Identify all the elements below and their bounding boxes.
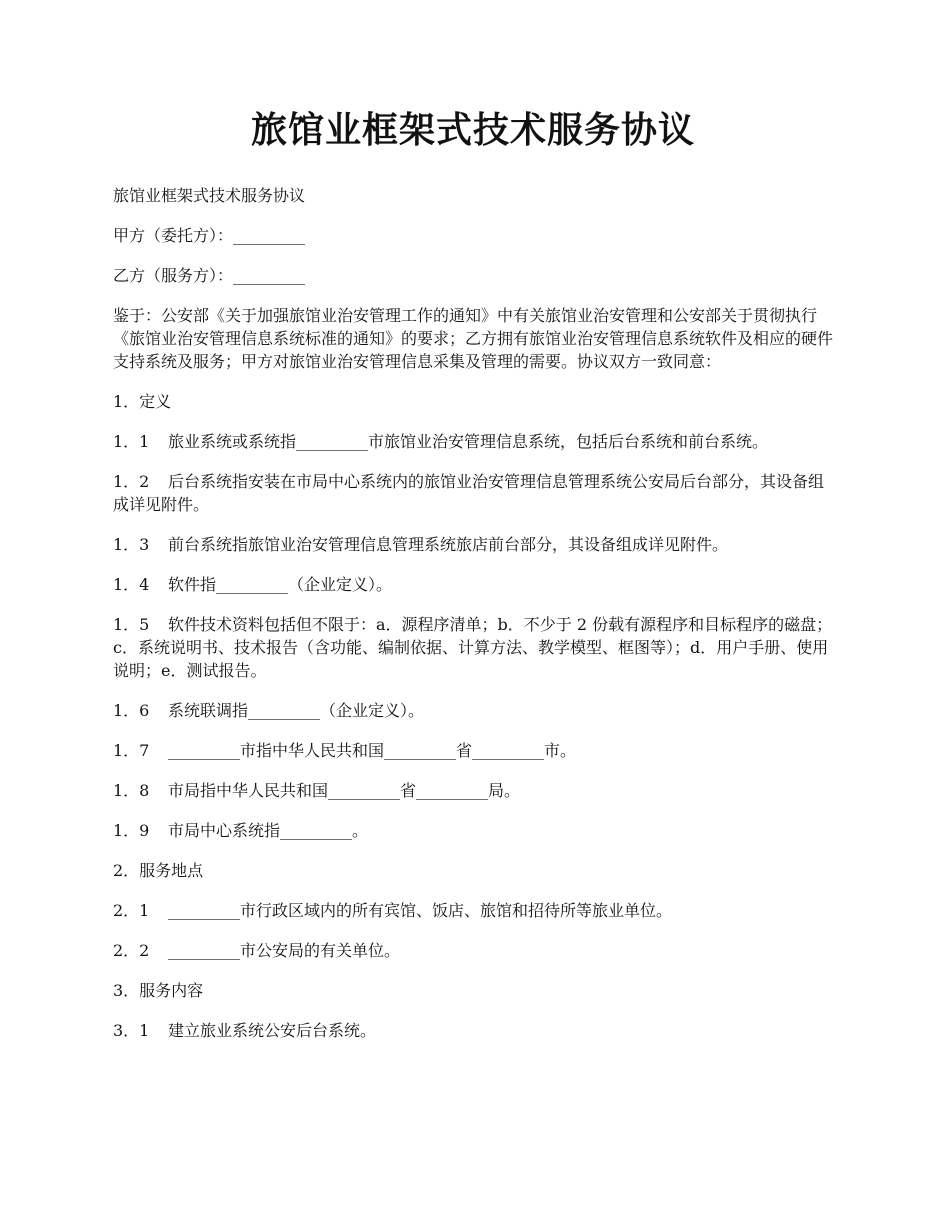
document-page <box>113 108 833 1059</box>
clause-number: 2．2 <box>113 941 150 960</box>
clause-text: 后台系统指安装在市局中心系统内的旅馆业治安管理信息管理系统公安局后台部分，其设备组成详见附件。 <box>113 472 825 514</box>
clause-text: 软件指_________（企业定义）。 <box>168 575 393 594</box>
clause-number: 1．7 <box>113 741 150 760</box>
clause <box>113 533 833 556</box>
clause <box>113 939 833 962</box>
clause <box>113 699 833 722</box>
clause-number: 1．6 <box>113 701 150 720</box>
clause-number: 1．5 <box>113 615 150 634</box>
clause-text: 软件技术资料包括但不限于：a．源程序清单；b．不少于 2 份载有源程序和目标程序的磁盘；c．系统说明书、技术报告（含功能、编制依据、计算方法、教学模型、框图等）；d．用户手册、使用说明；e．测试报告。 <box>113 615 833 680</box>
document-title: 旅馆业框架式技术服务协议 <box>250 109 695 151</box>
clause <box>113 1019 833 1042</box>
clause-text: _________市公安局的有关单位。 <box>168 941 401 960</box>
clause-number: 1．1 <box>113 432 150 451</box>
section-heading: 3．服务内容 <box>113 981 204 1000</box>
document-subtitle: 旅馆业框架式技术服务协议 <box>113 186 306 205</box>
clause-text: 旅业系统或系统指_________市旅馆业治安管理信息系统，包括后台系统和前台系统。 <box>168 432 769 451</box>
clause <box>113 779 833 802</box>
section-heading: 1．定义 <box>113 392 172 411</box>
party-b-line: 乙方（服务方）：_________ <box>113 266 306 285</box>
clause-text: 建立旅业系统公安后台系统。 <box>168 1021 377 1040</box>
clause-text: 系统联调指_________（企业定义）。 <box>168 701 425 720</box>
clause <box>113 430 833 453</box>
clause-number: 1．3 <box>113 535 150 554</box>
clause <box>113 613 833 682</box>
party-a-line: 甲方（委托方）：_________ <box>113 226 306 245</box>
clause <box>113 470 833 516</box>
preamble-paragraph: 鉴于：公安部《关于加强旅馆业治安管理工作的通知》中有关旅馆业治安管理和公安部关于贯彻执行《旅馆业治安管理信息系统标准的通知》的要求；乙方拥有旅馆业治安管理信息系统软件及相应的硬件支持系统及服务；甲方对旅馆业治安管理信息采集及管理的需要。协议双方一致同意： <box>113 306 834 371</box>
clause-number: 1．9 <box>113 821 150 840</box>
clause-text: _________市行政区域内的所有宾馆、饭店、旅馆和招待所等旅业单位。 <box>168 901 673 920</box>
clause-text: 市局中心系统指_________。 <box>168 821 369 840</box>
section-heading: 2．服务地点 <box>113 861 204 880</box>
clause <box>113 573 833 596</box>
clause-number: 1．2 <box>113 472 150 491</box>
clause-number: 2．1 <box>113 901 150 920</box>
clause-number: 3．1 <box>113 1021 150 1040</box>
clause <box>113 739 833 762</box>
clause <box>113 819 833 842</box>
clause-text: _________市指中华人民共和国_________省_________市。 <box>168 741 577 760</box>
clause-text: 市局指中华人民共和国_________省_________局。 <box>168 781 521 800</box>
clause-number: 1．8 <box>113 781 150 800</box>
clause-number: 1．4 <box>113 575 150 594</box>
clause-text: 前台系统指旅馆业治安管理信息管理系统旅店前台部分，其设备组成详见附件。 <box>168 535 729 554</box>
clause <box>113 899 833 922</box>
